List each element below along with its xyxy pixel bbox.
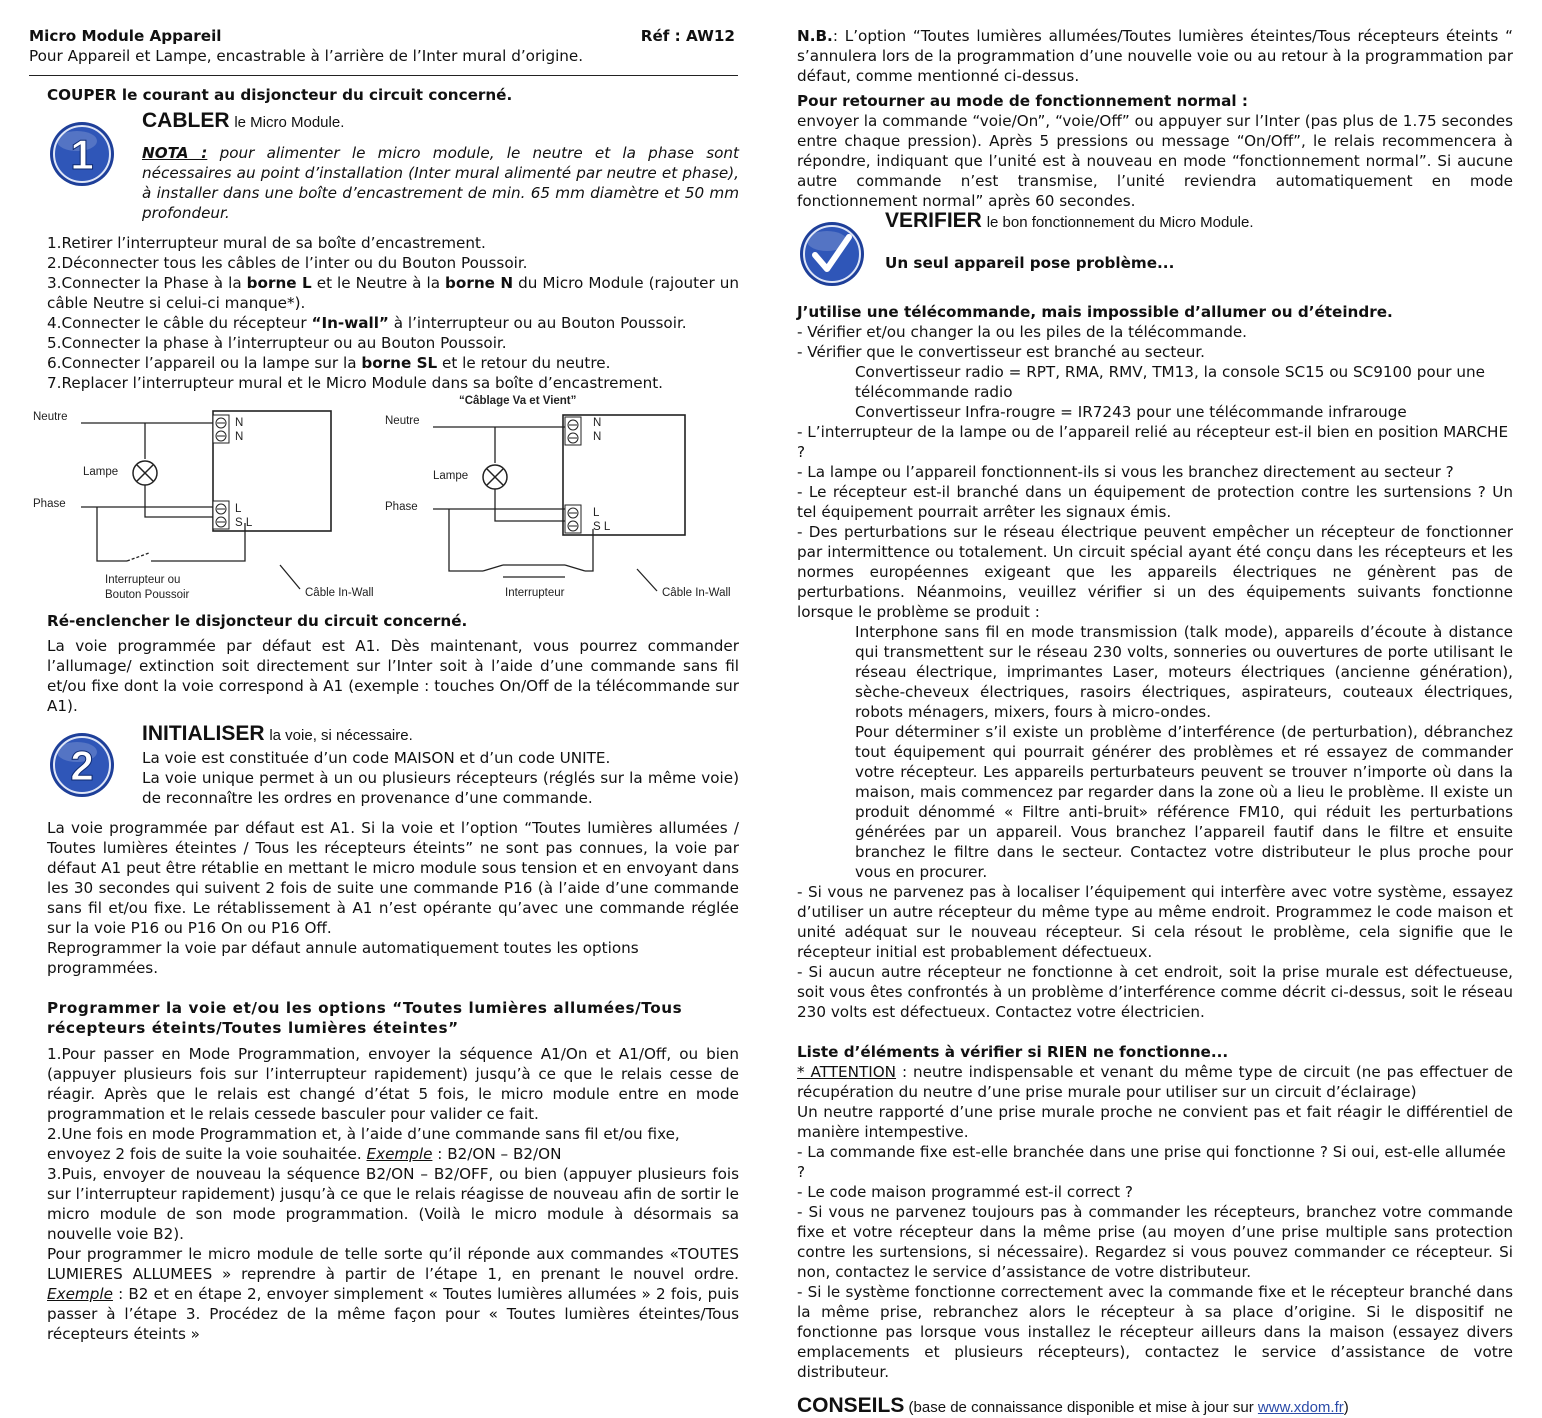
document-header — [29, 26, 739, 46]
remote-check-1: - Vérifier et/ou changer la ou les piles de la télécommande. — [797, 323, 1248, 341]
two-way-diagram-title: “Câblage Va et Vient” — [459, 395, 577, 407]
step-2-badge — [47, 726, 142, 808]
lamp-icon — [133, 461, 157, 485]
terminal-l-left: L — [235, 503, 242, 515]
label-cable-left: Câble In-Wall — [305, 587, 374, 599]
right-column — [797, 26, 1513, 1418]
document-subtitle: Pour Appareil et Lampe, encastrable à l’arrière de l’Inter mural d’origine. — [29, 47, 584, 65]
programming-all-on: Pour programmer le micro module de telle sorte qu’il réponde aux commandes «TOUTES LUMIERES ALLUMEES » reprendre à partir de l’étape 1, en prenant le nouvel ordre. Exemple : B2 et en étape 2, envoyer simplement « Toutes lumières allumées » 2 fois, puis passer à l’étape 3. Procédez de la même façon pour « Toutes lumières éteintes/Tous récepteurs éteints » — [47, 1245, 739, 1343]
label-lampe-right: Lampe — [433, 470, 469, 482]
lamp-icon — [483, 465, 507, 489]
verify-heading: VERIFIER — [885, 209, 982, 232]
programming-step-3: 3.Puis, envoyer de nouveau la séquence B2/ON – B2/OFF, ou bien (appuyer plusieurs fois sur l’interrupteur rapidement) jusqu’à ce que le relais réagisse de nouveau afin de sortir le micro module de son mode programmation. (Voilà le micro module à désormais sa nouvelle voie B2). — [47, 1165, 739, 1243]
step-2-line-1: La voie est constituée d’un code MAISON et d’un code UNITE. — [142, 749, 611, 767]
terminal-screw-icon — [565, 417, 581, 533]
reference-code: Réf : AW12 — [640, 27, 735, 45]
remote-check-8: - Si aucun autre récepteur ne fonctionne à cet endroit, soit la prise murale est défectueuse, soit vous êtes confrontés à un problème d’interférence comme décrit ci-dessus, soit le réseau 230 volts est défectueux. Contactez votre électricien. — [797, 963, 1513, 1021]
label-phase-right: Phase — [385, 501, 418, 513]
xdom-link[interactable]: www.xdom.fr — [1257, 1399, 1344, 1416]
remote-check-5: - Le récepteur est-il branché dans un équipement de protection contre les surtensions ? Un tel équipement pourrait arrêter les signaux émis. — [797, 483, 1513, 521]
checklist-item-1: Un neutre rapporté d’une prise murale proche ne convient pas et fait réagir le différentiel de manière intempestive. — [797, 1103, 1513, 1141]
terminal-sl-right: S L — [593, 521, 611, 533]
step-1-heading: CABLER — [142, 109, 230, 132]
instruction-7: 7.Replacer l’interrupteur mural et le Micro Module dans sa boîte d’encastrement. — [47, 374, 664, 392]
default-channel-text: La voie programmée par défaut est A1. Si la voie et l’option “Toutes lumières allumées / Toutes lumières éteintes / Tous les récepteurs éteints” ne sont pas connues, la voie par défaut A1 peut être rétablie en mettant le micro module sous tension et en envoyant dans les 30 secondes qui suivent 2 fois de suite une commande P16 (à l’aide d’une commande sans fil et/ou fixe. Le rétablissement à A1 n’est opérante qu’avec une commande réglée sur la voie P16 ou P16 On ou P16 Off. — [47, 819, 739, 937]
instruction-2: 2.Déconnecter tous les câbles de l’inter ou du Bouton Poussoir. — [47, 254, 528, 272]
conseils-heading: CONSEILS — [797, 1394, 905, 1417]
step-1-section — [29, 109, 740, 223]
label-neutre-right: Neutre — [385, 415, 420, 427]
label-switch-left-1: Interrupteur ou — [105, 574, 181, 586]
step-2-heading-tail: la voie, si nécessaire. — [269, 727, 413, 744]
left-column — [29, 26, 739, 1344]
instruction-5: 5.Connecter la phase à l’interrupteur ou au Bouton Poussoir. — [47, 334, 507, 352]
remote-troubleshooting — [797, 302, 1513, 1022]
cut-power-instruction: COUPER le courant au disjoncteur du circuit concerné. — [47, 86, 513, 104]
terminal-sl-left: S L — [235, 517, 253, 529]
instruction-1: 1.Retirer l’interrupteur mural de sa boîte d’encastrement. — [47, 234, 486, 252]
checklist-attention: * ATTENTION : neutre indispensable et venant du même type de circuit (ne pas effectuer de récupération du neutre d’une prise murale pour utiliser sur un circuit d’éclairage) — [797, 1063, 1513, 1101]
two-way-wiring-diagram — [385, 395, 731, 599]
default-reset-note: Reprogrammer la voie par défaut annule automatiquement toutes les options programmées. — [47, 939, 639, 977]
remote-check-4: - La lampe ou l’appareil fonctionnent-ils si vous les branchez directement au secteur ? — [797, 463, 1454, 481]
number-2-badge-icon — [47, 730, 117, 800]
svg-text:1: 1 — [70, 131, 94, 178]
remote-converter-ir: Convertisseur Infra-rougre = IR7243 pour une télécommande infrarouge — [855, 403, 1407, 421]
checklist-item-5: - Si le système fonctionne correctement avec la commande fixe et le récepteur branché dans la même prise, rebranchez alors le récepteur à sa place d’origine. Si le dispositif ne fonctionne pas lorsque vous installez le récepteur ailleurs dans la maison (essayez divers emplacements et plusieurs récepteurs), contactez le service d’assistance de votre distributeur. — [797, 1283, 1513, 1381]
instruction-6: 6.Connecter l’appareil ou la lampe sur la borne SL et le retour du neutre. — [47, 354, 611, 372]
checklist-item-4: - Si vous ne parvenez toujours pas à commander les récepteurs, branchez votre commande fixe et votre récepteur dans la même prise (au moyen d’une prise multiple sans protection contre les surtensions, si nécessaire). Regardez si vous pouvez commander ce récepteur. Si non, contactez le service d’assistance de votre distributeur. — [797, 1203, 1513, 1281]
terminal-n-2-left: N — [235, 431, 244, 443]
terminal-n-1-left: N — [235, 417, 244, 429]
step-1-badge — [47, 113, 142, 223]
remote-check-3: - L’interrupteur de la lampe ou de l’appareil relié au récepteur est-il bien en position MARCHE ? — [797, 423, 1509, 461]
reset-text: La voie programmée par défaut est A1. Dès maintenant, vous pourrez commander l’allumage/ extinction soit directement sur l’Inter soit à l’aide d’une commande sans fil et/ou fixe dont la voie correspond à A1 (exemple : touches On/Off de la télécommande sur A1). — [47, 637, 739, 715]
svg-text:2: 2 — [70, 742, 94, 789]
nb-note: N.B.: L’option “Toutes lumières allumées/Toutes lumières éteintes/Tous récepteurs éteints “ s’annulera lors de la programmation d’une nouvelle voie ou au retour à la programmation par défaut, comme mentionné ci-dessus. — [797, 27, 1513, 85]
normal-mode-text: envoyer la commande “voie/On”, “voie/Off” ou appuyer sur l’Inter (pas plus de 1.75 secondes entre chaque pression). Après 5 pressions ou message “On/Off”, le relais recommencera à répondre, indiquant que l’unité est à nouveau en mode “fonctionnement normal”. Si aucune autre commande n’est transmise, l’unité reviendra automatiquement en mode fonctionnement normal” après 60 secondes. — [797, 112, 1513, 210]
step-2-heading: INITIALISER — [142, 722, 265, 745]
checklist-section — [797, 1042, 1513, 1382]
verify-section — [797, 209, 1513, 294]
label-lampe-left: Lampe — [83, 466, 119, 478]
wiring-instructions — [29, 233, 739, 393]
step-2-section — [29, 722, 739, 808]
checklist-item-2: - La commande fixe est-elle branchée dans une prise qui fonctionne ? Si oui, est-elle allumée ? — [797, 1143, 1506, 1181]
label-switch-left-2: Bouton Poussoir — [105, 589, 190, 601]
simple-wiring-diagram — [33, 411, 374, 601]
label-neutre-left: Neutre — [33, 411, 68, 423]
programming-step-1: 1.Pour passer en Mode Programmation, envoyer la séquence A1/On et A1/Off, ou bien (appuyer plusieurs fois sur l’interrupteur rapidement) jusqu’à ce que le relais cesse de réagir. Après que le relais est changé d’état 5 fois, le micro module entre en mode programmation et le relais cessede basculer pour valider ce fait. — [47, 1045, 739, 1123]
checkmark-badge-icon — [797, 219, 867, 289]
remote-heading: J’utilise une télécommande, mais impossible d’allumer ou d’éteindre. — [797, 303, 1393, 321]
nota-label: NOTA : — [142, 144, 208, 162]
remote-check-2: - Vérifier que le convertisseur est branché au secteur. — [797, 343, 1205, 361]
step-1-heading-tail: le Micro Module. — [234, 114, 345, 131]
normal-mode-heading: Pour retourner au mode de fonctionnement normal : — [797, 92, 1248, 110]
step-2-line-2: La voie unique permet à un ou plusieurs récepteurs (réglés sur la même voie) de reconnaître les ordres en provenance d’une commande. — [142, 769, 739, 807]
reset-section — [29, 611, 739, 716]
label-cable-right: Câble In-Wall — [662, 587, 731, 599]
terminal-l-right: L — [593, 507, 600, 519]
default-channel-section — [29, 818, 739, 978]
checklist-heading: Liste d’éléments à vérifier si RIEN ne fonctionne... — [797, 1043, 1229, 1061]
checklist-item-3: - Le code maison programmé est-il correct ? — [797, 1183, 1133, 1201]
remote-check-6: - Des perturbations sur le réseau électrique peuvent empêcher un récepteur de fonctionner par intermittence ou totalement. Un circuit spécial ayant été conçu dans les récepteurs et les normes européennes exigeant que les appareils électriques ne génèrent pas de perturbations. Néanmoins, veuillez vérifier si un des équipements suivants fonctionne lorsque le problème se produit : — [797, 523, 1513, 621]
programming-section — [29, 998, 739, 1344]
number-1-badge-icon — [47, 119, 117, 189]
verify-subheading: Un seul appareil pose problème... — [885, 254, 1175, 272]
verify-badge — [797, 213, 885, 294]
terminal-n-2-right: N — [593, 431, 602, 443]
header-divider — [29, 66, 738, 76]
verify-heading-tail: le bon fonctionnement du Micro Module. — [986, 214, 1254, 231]
reset-heading: Ré-enclencher le disjoncteur du circuit concerné. — [47, 612, 468, 630]
programming-step-2: 2.Une fois en mode Programmation et, à l’aide d’une commande sans fil et/ou fixe, envoyez 2 fois de suite la voie souhaitée. Exemple : B2/ON – B2/ON — [47, 1125, 680, 1163]
terminal-n-1-right: N — [593, 417, 602, 429]
remote-interference-list: Interphone sans fil en mode transmission (talk mode), appareils d’écoute à distance qui transmettent sur le réseau 230 volts, sonneries ou ouvertures de porte utilisant le réseau électrique, imprimantes Laser, moteurs électriques (ancienne génération), sèche-cheveux électriques, rasoirs électriques, aspirateurs, couteaux électriques, robots ménagers, mixers, fours à micro-ondes. — [855, 623, 1513, 721]
terminal-screw-icon — [213, 415, 229, 529]
label-switch-right: Interrupteur — [505, 587, 565, 599]
wiring-diagram — [25, 393, 741, 609]
document-title: Micro Module Appareil — [29, 27, 222, 45]
conseils-line: CONSEILS (base de connaissance disponible et mise à jour sur www.xdom.fr) — [797, 1394, 1349, 1417]
remote-check-7: - Si vous ne parvenez pas à localiser l’équipement qui interfère avec votre système, essayez d’utiliser un autre récepteur du même type au même endroit. Programmez le code maison et unité adéquat sur le nouveau récepteur. Si cela résout le problème, cela signifie que le récepteur initial est probablement défectueux. — [797, 883, 1513, 961]
instruction-4: 4.Connecter le câble du récepteur “In-wall” à l’interrupteur ou au Bouton Poussoir. — [47, 314, 687, 332]
remote-interference-test: Pour déterminer s’il existe un problème d’interférence (de perturbation), débranchez tout équipement qui pourrait générer des problèmes et ré essayez de commander votre récepteur. Les appareils perturbateurs peuvent se trouver n’importe où dans la maison, mais commencez par regarder dans la zone où a lieu le problème. Il existe un produit dénommé « Filtre anti-bruit» référence FM10, qui réduit les perturbations générées par un appareil. Vous branchez l’appareil fautif dans le filtre et ensuite branchez le filtre dans le secteur. Contactez votre distributeur le plus proche pour vous en procurer. — [855, 723, 1513, 881]
nota-text: pour alimenter le micro module, le neutre et la phase sont nécessaires au point d’installation (Inter mural alimenté par neutre et phase), à installer dans une boîte d’encastrement de min. 65 mm diamètre et 50 mm profondeur. — [142, 144, 740, 222]
remote-converter-radio: Convertisseur radio = RPT, RMA, RMV, TM13, la console SC15 ou SC9100 pour une télécommande radio — [855, 363, 1485, 401]
label-phase-left: Phase — [33, 498, 66, 510]
instruction-3: 3.Connecter la Phase à la borne L et le Neutre à la borne N du Micro Module (rajouter un câble Neutre si celui-ci manque*). — [47, 274, 739, 312]
programming-heading: Programmer la voie et/ou les options “Toutes lumières allumées/Tous récepteurs éteints/Toutes lumières éteintes” — [47, 999, 683, 1037]
